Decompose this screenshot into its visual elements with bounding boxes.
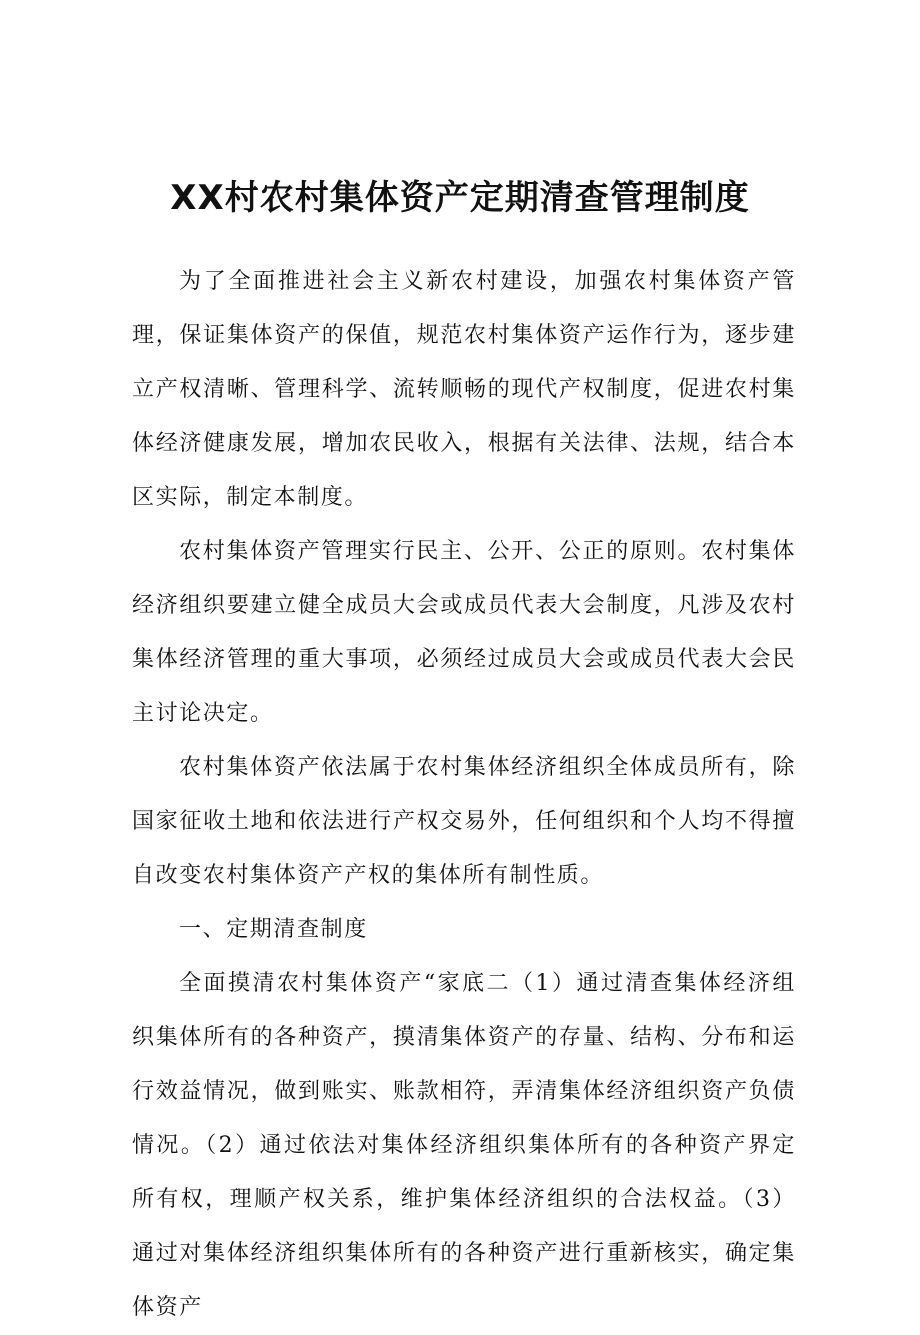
document-title: XX村农村集体资产定期清查管理制度 [170,178,750,218]
paragraph-ownership: 农村集体资产依法属于农村集体经济组织全体成员所有，除国家征收土地和依法进行产权交易外，任何组织和个人均不得擅自改变农村集体资产产权的集体所有制性质。 [132,755,796,888]
document-body [132,255,796,1335]
paragraph-inventory-details: 全面摸清农村集体资产“家底二（1）通过清查集体经济组织集体所有的各种资产，摸清集体资产的存量、结构、分布和运行效益情况，做到账实、账款相符，弄清集体经济组织资产负债情况。（2）通过依法对集体经济组织集体所有的各种资产界定所有权，理顺产权关系，维护集体经济组织的合法权益。（3）通过对集体经济组织集体所有的各种资产进行重新核实，确定集体资产 [132,971,796,1320]
paragraph-intro: 为了全面推进社会主义新农村建设，加强农村集体资产管理，保证集体资产的保值，规范农村集体资产运作行为，逐步建立产权清晰、管理科学、流转顺畅的现代产权制度，促进农村集体经济健康发展，增加农民收入，根据有关法律、法规，结合本区实际，制定本制度。 [132,269,796,510]
paragraph-principles: 农村集体资产管理实行民主、公开、公正的原则。农村集体经济组织要建立健全成员大会或成员代表大会制度，凡涉及农村集体经济管理的重大事项，必须经过成员大会或成员代表大会民主讨论决定。 [132,539,796,726]
section-heading-regular-inventory: 一、定期清查制度 [179,917,368,942]
